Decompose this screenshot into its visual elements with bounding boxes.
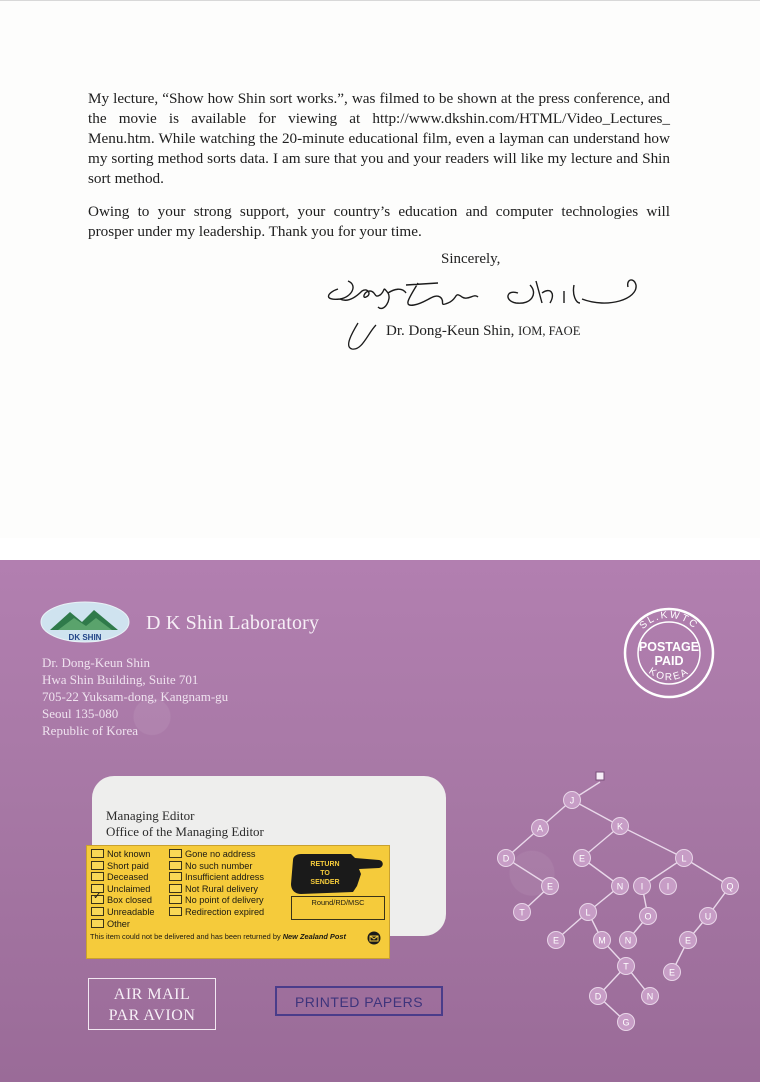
tree-node (660, 878, 677, 895)
sticker-option (91, 907, 155, 919)
checkbox-icon (91, 849, 104, 858)
sticker-right-options (169, 849, 264, 919)
sticker-option-label: No such number (185, 860, 253, 871)
sticker-option-label: Not known (107, 849, 151, 859)
sticker-option-label: Gone no address (185, 849, 256, 859)
tree-node-label: D (502, 853, 510, 864)
sender-line: Hwa Shin Building, Suite 701 (42, 672, 199, 687)
sticker-option-label: No point of delivery (185, 895, 264, 906)
tree-root-marker (596, 772, 604, 780)
checked-box-icon (91, 895, 104, 904)
sticker-option-label: Deceased (107, 872, 149, 883)
return-to-sender-sticker (86, 845, 390, 959)
checkbox-icon (169, 861, 182, 870)
tree-node (680, 932, 697, 949)
sticker-option-label: Not Rural delivery (185, 883, 259, 894)
return-line2: TO (320, 870, 330, 877)
tree-node-label: E (578, 853, 586, 864)
postage-line1: POSTAGE (638, 640, 700, 654)
tree-node (532, 820, 549, 837)
tree-node (722, 878, 739, 895)
sender-line: 705-22 Yuksam-dong, Kangnam-gu (42, 689, 229, 704)
postage-line2: PAID (654, 654, 684, 668)
checkbox-icon (91, 919, 104, 928)
checkbox-icon (169, 895, 182, 904)
tree-node-label: O (644, 911, 652, 922)
tree-node-label: J (569, 795, 575, 806)
tree-node-label: Q (726, 881, 734, 892)
tree-node (498, 850, 515, 867)
sticker-option-label: Other (107, 918, 130, 929)
air-mail-line: PAR AVION (108, 1007, 196, 1024)
return-line1: RETURN (310, 861, 340, 868)
logo-text: DK SHIN (68, 633, 102, 642)
sticker-footer-text: This item could not be delivered and has been returned by (90, 932, 281, 941)
checkbox-icon (169, 849, 182, 858)
binary-tree-graphic (462, 770, 752, 1070)
checkbox-icon (169, 907, 182, 916)
envelope (0, 560, 760, 1082)
tree-node (574, 850, 591, 867)
sticker-left-options (91, 849, 155, 930)
sticker-option (91, 861, 155, 873)
postage-paid-stamp (622, 606, 716, 700)
tree-node (542, 878, 559, 895)
sticker-option (169, 872, 264, 884)
checkbox-icon (91, 872, 104, 881)
tree-node-label: T (519, 907, 525, 918)
sender-line: Dr. Dong-Keun Shin (42, 655, 150, 670)
return-line3: SENDER (310, 879, 340, 886)
sticker-option-label: Unclaimed (107, 883, 151, 894)
tree-node-label: E (668, 967, 676, 978)
tree-node (618, 958, 635, 975)
checkbox-icon (169, 872, 182, 881)
sticker-option (169, 895, 264, 907)
sticker-option-label: Box closed (107, 895, 152, 906)
tree-node (594, 932, 611, 949)
air-mail-label (88, 978, 216, 1030)
tree-node-label: G (622, 1017, 630, 1028)
sticker-option (169, 849, 264, 861)
tree-root-arrow (578, 782, 600, 796)
postage-ring-bottom: KOREA (646, 665, 692, 684)
letter-paragraph-1: My lecture, “Show how Shin sort works.”, was filmed to be shown at the press conference, and the movie is available for viewing at http://www.dkshin.com/HTML/Video_Lectures_ Menu.htm. While watching the 20-minute educational film, even a layman can understand how my sorting method sorts data. I am sure that you and your readers will like my lecture and Shin sort method. (88, 90, 670, 187)
recipient-line: Managing Editor (106, 808, 195, 823)
printed-papers-stamp: PRINTED PAPERS (275, 986, 443, 1016)
letter-page (0, 0, 760, 539)
sticker-option (169, 884, 264, 896)
tree-node-label: L (585, 907, 591, 918)
tree-node (612, 818, 629, 835)
tree-node (620, 932, 637, 949)
tree-node (676, 850, 693, 867)
tree-node-label: I (640, 881, 644, 892)
tree-node-label: N (646, 991, 654, 1002)
carrier-name: New Zealand Post (282, 932, 346, 941)
sticker-option (91, 872, 155, 884)
tree-node-label: E (552, 935, 560, 946)
tree-node-label: A (536, 823, 544, 834)
envelope-icon (366, 931, 382, 945)
tree-node-label: M (598, 935, 606, 946)
tree-node (618, 1014, 635, 1031)
sender-address (42, 654, 228, 739)
tree-node (664, 964, 681, 981)
tree-node (514, 904, 531, 921)
signer-credentials: IOM, FAOE (518, 324, 581, 338)
tree-node (564, 792, 581, 809)
tree-node-label: D (594, 991, 602, 1002)
dk-shin-logo (40, 600, 130, 644)
tree-node (634, 878, 651, 895)
sticker-option-label: Unreadable (107, 906, 155, 917)
tree-node-label: K (616, 821, 624, 832)
letter-body (88, 89, 670, 255)
tree-node (612, 878, 629, 895)
route-label: Round/RD/MSC (291, 896, 385, 920)
tree-node (700, 908, 717, 925)
tree-node (642, 988, 659, 1005)
recipient-address (106, 808, 264, 839)
sticker-option (169, 907, 264, 919)
recipient-line: Office of the Managing Editor (106, 823, 264, 839)
signer-name-text: Dr. Dong-Keun Shin, (386, 323, 515, 339)
tree-node-label: E (684, 935, 692, 946)
tree-node (580, 904, 597, 921)
tree-node-label: U (704, 911, 712, 922)
sticker-option (169, 861, 264, 873)
sticker-option (91, 919, 155, 931)
checkbox-icon (169, 884, 182, 893)
tree-node-label: N (624, 935, 632, 946)
sticker-option-label: Short paid (107, 860, 149, 871)
checkbox-icon (91, 907, 104, 916)
sticker-option (91, 849, 155, 861)
letter-closing: Sincerely, (441, 251, 501, 267)
pointing-hand-icon (289, 854, 385, 894)
page-gap (0, 538, 760, 560)
sticker-option-label: Redirection expired (185, 906, 265, 917)
postage-ring-top: SL.KWTC (637, 609, 701, 632)
tree-node-label: N (616, 881, 624, 892)
tree-node (548, 932, 565, 949)
signer-name (386, 323, 580, 340)
sticker-option-label: Insufficient address (185, 872, 264, 883)
tree-node-label: L (681, 853, 687, 864)
tree-node-label: I (666, 881, 670, 892)
tree-node (590, 988, 607, 1005)
sender-line: Seoul 135-080 (42, 706, 119, 721)
sticker-footer (90, 932, 346, 941)
tree-edge (620, 826, 684, 858)
tree-node-label: T (623, 961, 629, 972)
tree-node-label: E (546, 881, 554, 892)
svg-text:SL.KWTC (638, 610, 701, 632)
sticker-option (91, 895, 155, 907)
tree-node (640, 908, 657, 925)
sender-line: Republic of Korea (42, 723, 139, 738)
air-mail-line: AIR MAIL (113, 986, 191, 1003)
checkbox-icon (91, 861, 104, 870)
lab-name: D K Shin Laboratory (146, 612, 320, 634)
letter-paragraph-2: Owing to your strong support, your country’s education and computer technologies will prosper under my leadership. Thank you for your time. (88, 203, 670, 240)
